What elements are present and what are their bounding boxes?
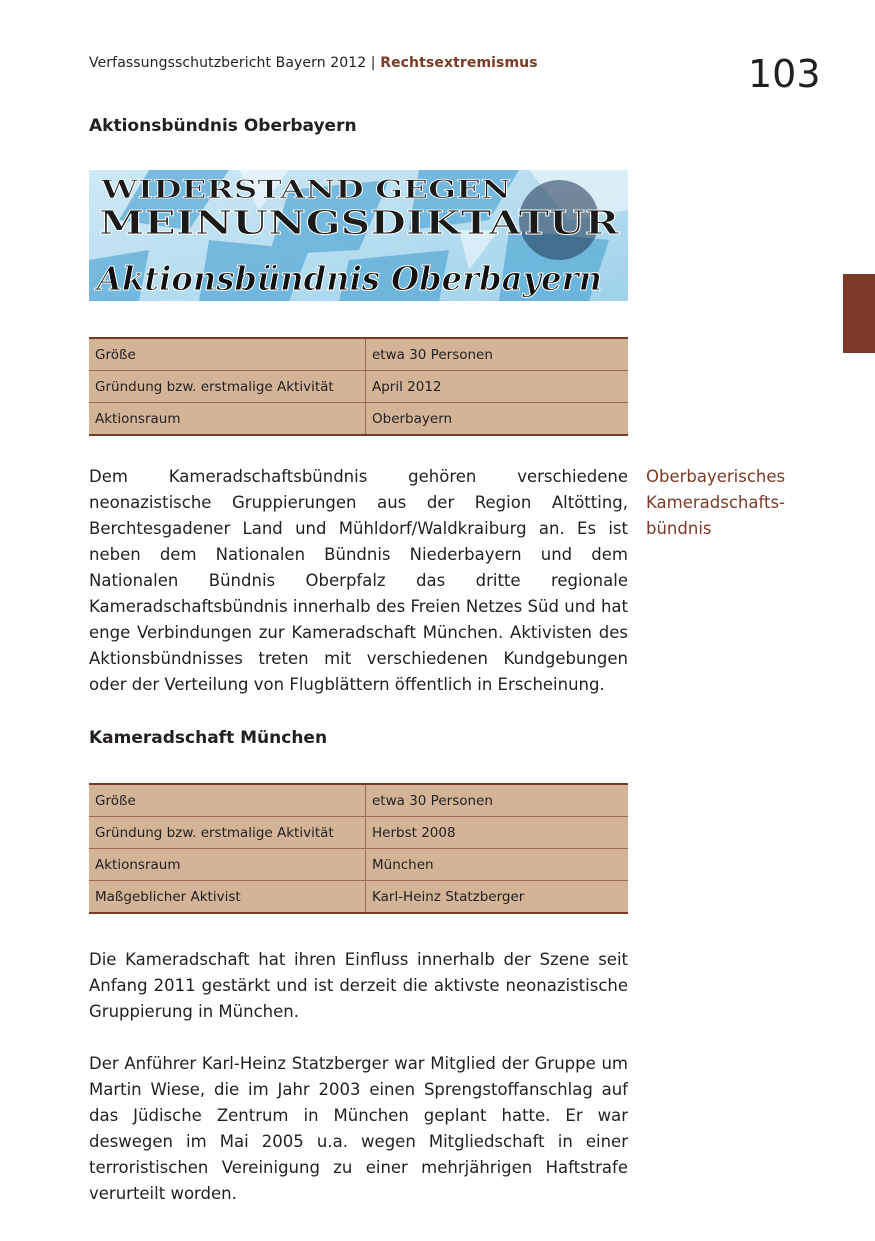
banner-line1: WIDERSTAND GEGEN [99, 175, 512, 204]
paragraph-kameradschaft-2: Der Anführer Karl-Heinz Statzberger war Mitglied der Gruppe um Martin Wiese, die im Jahr 2003 einen Sprengstoffanschlag auf das Jüdische Zentrum in München geplant hatte. Er war deswegen im Mai 2005 u.a. wegen Mitgliedschaft in einer terroristischen Vereinigung zu einer mehrjährigen Haftstrafe verurteilt worden. [89, 1054, 628, 1203]
section-title: Rechtsextremismus [380, 55, 538, 71]
report-title: Verfassungsschutzbericht Bayern 2012 | [89, 55, 381, 71]
banner-line3: Aktionsbündnis Oberbayern [94, 259, 603, 298]
chapter-thumb-tab [843, 274, 875, 353]
table-key: Gründung bzw. erstmalige Aktivität [89, 371, 366, 403]
paragraph-kameradschaft-1: Die Kameradschaft hat ihren Einfluss innerhalb der Szene seit Anfang 2011 gestärkt und ist derzeit die aktivste neonazistische Gruppierung in München. [89, 950, 628, 1021]
table-value: Karl-Heinz Statzberger [366, 881, 629, 914]
table-key: Größe [89, 338, 366, 371]
table-row [89, 371, 628, 403]
table-key: Aktionsraum [89, 403, 366, 436]
table-value: Herbst 2008 [366, 817, 629, 849]
table-row [89, 784, 628, 817]
table-value: April 2012 [366, 371, 629, 403]
margin-note: Oberbayerisches Kameradschafts-bündnis [646, 467, 786, 538]
table-value: etwa 30 Personen [372, 792, 493, 809]
table-row [89, 817, 628, 849]
page-number: 103 [748, 52, 821, 96]
heading-aktionsbuendnis: Aktionsbündnis Oberbayern [89, 116, 357, 136]
table-row [89, 338, 628, 371]
paragraph-aktionsbuendnis: Dem Kameradschaftsbündnis gehören verschiedene neonazistische Gruppierungen aus der Region Altötting, Berchtesgadener Land und Mühldorf/Waldkraiburg an. Es ist neben dem Nationalen Bündnis Niederbayern und dem Nationalen Bündnis Oberpfalz das dritte regionale Kameradschaftsbündnis innerhalb des Freien Netzes Süd und hat enge Verbindungen zur Kameradschaft München. Aktivisten des Aktionsbündnisses treten mit verschiedenen Kundgebungen oder der Verteilung von Flugblättern öffentlich in Erscheinung. [89, 467, 628, 694]
table-key: Gründung bzw. erstmalige Aktivität [89, 817, 366, 849]
info-table-aktionsbuendnis [89, 337, 628, 436]
heading-kameradschaft-muenchen: Kameradschaft München [89, 728, 328, 748]
table-value: Oberbayern [366, 403, 629, 436]
table-value: München [366, 849, 629, 881]
table-row [89, 849, 628, 881]
banner-line2: MEINUNGSDIKTATUR [99, 203, 620, 242]
info-table-kameradschaft [89, 783, 628, 914]
table-row [89, 881, 628, 914]
running-head [89, 55, 538, 71]
table-row [89, 403, 628, 436]
banner-image [89, 170, 628, 301]
table-key: Aktionsraum [89, 849, 366, 881]
table-key: Maßgeblicher Aktivist [89, 881, 366, 914]
table-value: etwa 30 Personen [372, 346, 493, 363]
table-key: Größe [89, 784, 366, 817]
